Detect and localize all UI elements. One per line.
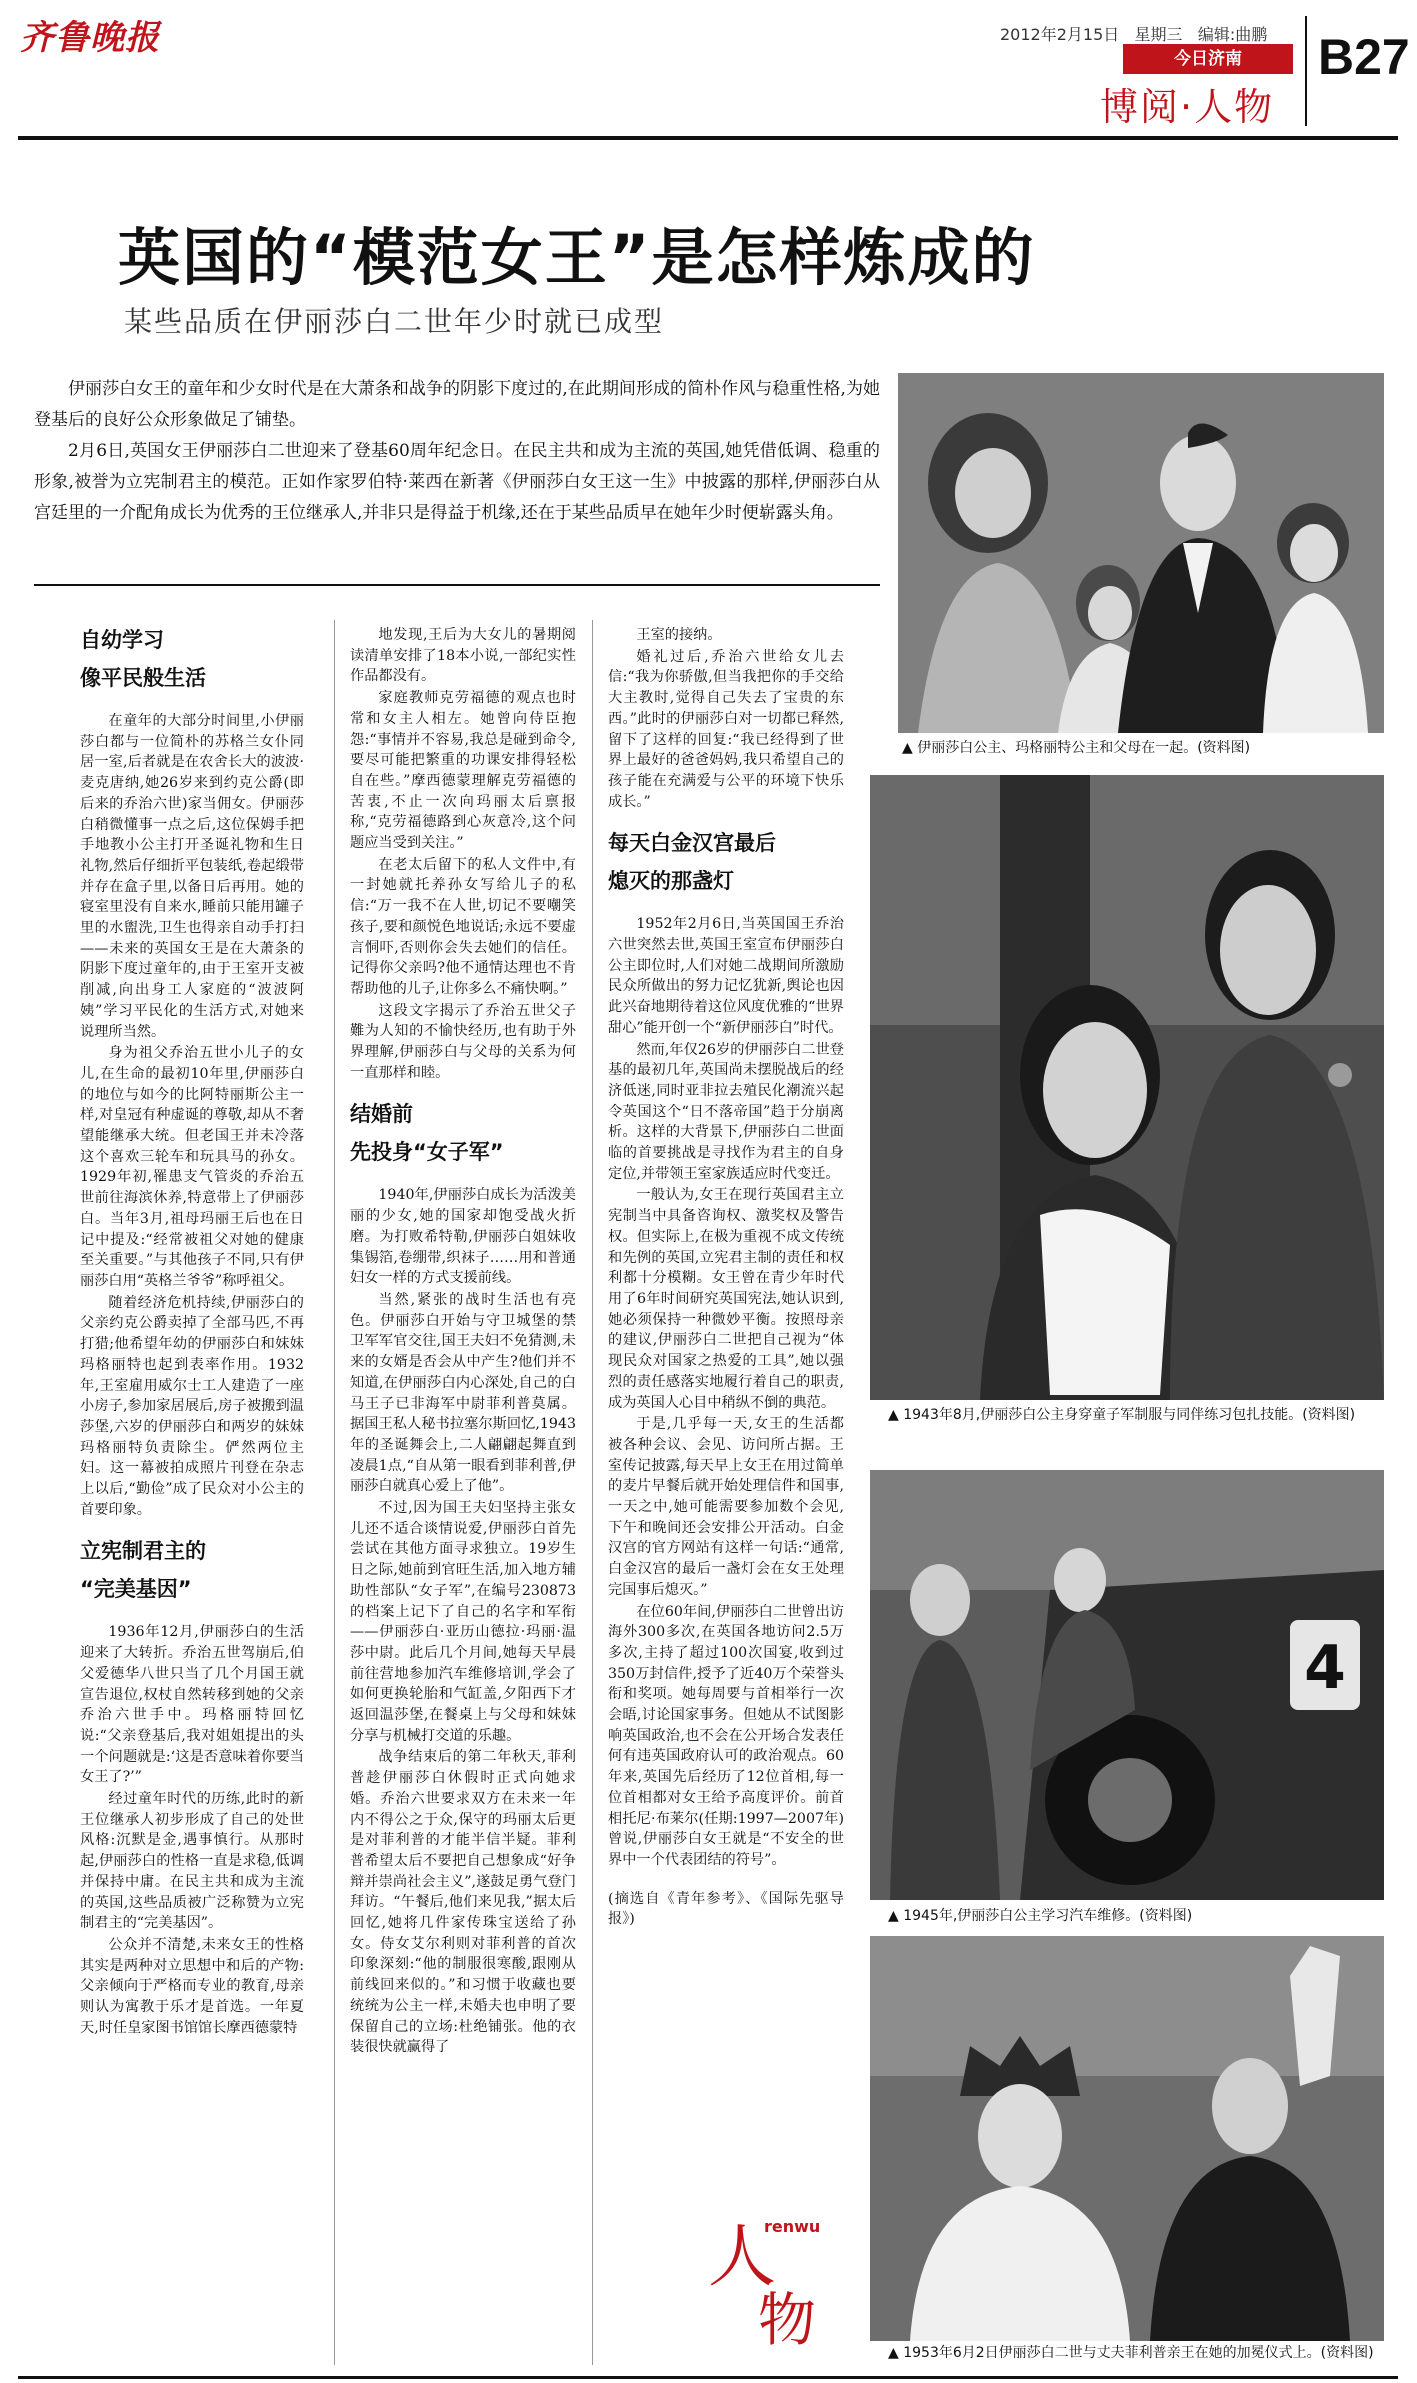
column-3 bbox=[608, 625, 844, 2205]
body-paragraph: 家庭教师克劳福德的观点也时常和女主人相左。她曾向侍臣抱怨:“事情并不容易,我总是碰到命令,要尽可能把繁重的功课安排得轻松自在些。”摩西德蒙理解克劳福德的苦衷,不止一次向玛丽太后禀报称,“克劳福德路到心灰意冷,这个问题应当受到关注。” bbox=[350, 690, 576, 852]
section-heading: 立宪制君主的 bbox=[80, 1539, 206, 1564]
renwu-stamp bbox=[700, 2210, 820, 2360]
body-paragraph: 在老太后留下的私人文件中,有一封她就托养孙女写给儿子的私信:“万一我不在人世,切记不要嘲笑孩子,要和颜悦色地说话;永远不要虚言恫吓,否则你会失去她们的信任。记得你父亲吗?他不通情达理也不肯帮助他的儿子,让你多么不痛快啊。” bbox=[350, 856, 576, 997]
section-heading: 自幼学习 bbox=[80, 628, 164, 652]
renwu-stamp-graphic bbox=[700, 2210, 820, 2360]
section-heading: 像平民般生活 bbox=[80, 666, 206, 690]
masthead bbox=[20, 10, 220, 70]
column-divider bbox=[334, 620, 335, 2365]
section-heading: 熄灭的那盏灯 bbox=[608, 869, 734, 894]
stamp-latin: renwu bbox=[764, 2217, 820, 2236]
photo-girl-guides bbox=[870, 775, 1384, 1400]
bottom-rule bbox=[18, 2376, 1398, 2379]
body-paragraph: 然而,年仅26岁的伊丽莎白二世登基的最初几年,英国尚未摆脱战后的经济低迷,同时亚非拉去殖民化潮流兴起令英国这个“日不落帝国”趋于分崩离析。这样的大背景下,伊丽莎白二世面临的首要挑战是寻找作为君主的自身定位,并带领王室家族适应时代变迁。 bbox=[608, 1041, 844, 1182]
column-divider bbox=[592, 620, 593, 2365]
column-1 bbox=[80, 625, 304, 2365]
section-title: 博阅·人物 bbox=[1100, 85, 1275, 129]
body-paragraph: 不过,因为国王夫妇坚持主张女儿还不适合谈情说爱,伊丽莎白首先尝试在其他方面寻求独立。19岁生日之际,她前到官旺生活,加入地方辅助性部队“女子军”,在编号230873的档案上记下了自己的名字和军衔——伊丽莎白·亚历山德拉·玛丽·温莎中尉。此后几个月间,她每天早晨前往营地参加汽车维修培训,学会了如何更换轮胎和气缸盖,夕阳西下才返回温莎堡,在餐桌上与父母和妹妹分享与机械打交道的乐趣。 bbox=[350, 1500, 576, 1744]
section-heading: 先投身“女子军” bbox=[350, 1140, 504, 1165]
body-paragraph: 1952年2月6日,当英国国王乔治六世突然去世,英国王室宣布伊丽莎白公主即位时,人们对她二战期间所激励民众所做出的努力记忆犹新,舆论也因此兴奋地期待着这位风度优雅的“世界甜心”能开创一个“新伊丽莎白”时代。 bbox=[608, 916, 844, 1036]
section-heading: 结婚前 bbox=[350, 1102, 413, 1127]
body-paragraph: 王室的接纳。 bbox=[636, 627, 722, 643]
top-rule bbox=[18, 136, 1398, 140]
stamp-glyph-bottom: 物 bbox=[758, 2286, 817, 2354]
photo-royal-family bbox=[898, 373, 1384, 733]
photo-coronation bbox=[870, 1936, 1384, 2341]
body-paragraph: 战争结束后的第二年秋天,菲利普趁伊丽莎白休假时正式向她求婚。乔治六世要求双方在未来一年内不得公之于众,保守的玛丽太后更是对菲利普的才能半信半疑。菲利普希望太后不要把自己想象成“好争辩并崇尚社会主义”,遂鼓足勇气登门拜访。“午餐后,他们来见我,”据太后回忆,她将几件家传珠宝送给了孙女。侍女艾尔利则对菲利普的首次印象深刻:“他的制服很寒酸,跟刚从前线回来似的。”和习惯于收藏也要统统为公主一样,未婚夫也申明了要保留自己的立场:杜绝铺张。他的衣装很快就赢得了 bbox=[350, 1749, 576, 2056]
body-paragraph: 经过童年时代的历练,此时的新王位继承人初步形成了自己的处世风格:沉默是金,遇事慎行。从那时起,伊丽莎白的性格一直是求稳,低调并保持中庸。在民主共和成为主流的英国,这些品质被广泛称赞为立宪制君主的“完美基因”。 bbox=[80, 1791, 304, 1932]
header-meta bbox=[1000, 22, 1267, 45]
body-paragraph: 1936年12月,伊丽莎白的生活迎来了大转折。乔治五世驾崩后,伯父爱德华八世只当了几个月国王就宣告退位,权杖自然转移到她的父亲乔治六世手中。玛格丽特回忆说:“父亲登基后,我对姐姐提出的头一个问题就是:‘这是否意味着你要当女王了?’” bbox=[80, 1624, 304, 1786]
body-paragraph: 当然,紧张的战时生活也有亮色。伊丽莎白开始与守卫城堡的禁卫军军官交往,国王夫妇不免猜测,未来的女婿是否会从中产生?他们并不知道,在伊丽莎白内心深处,自己的白马王子已非海军中尉菲利普莫属。据国王私人秘书拉塞尔斯回忆,1943年的圣诞舞会上,二人翩翩起舞直到凌晨1点,“自从第一眼看到菲利普,伊丽莎白就真心爱上了他”。 bbox=[350, 1291, 576, 1495]
photo-car-repair bbox=[870, 1470, 1384, 1900]
section-heading: 每天白金汉宫最后 bbox=[608, 831, 776, 856]
body-paragraph: 地发现,王后为大女儿的暑期阅读清单安排了18本小说,一部纪实性作品都没有。 bbox=[350, 627, 576, 685]
body-paragraph: 1940年,伊丽莎白成长为活泼美丽的少女,她的国家却饱受战火折磨。为打败希特勒,伊丽莎白姐妹收集锡箔,卷绷带,织袜子……用和普通妇女一样的方式支援前线。 bbox=[350, 1187, 576, 1287]
issue-editor: 编辑:曲鹏 bbox=[1197, 25, 1268, 44]
body-paragraph: 婚礼过后,乔治六世给女儿去信:“我为你骄傲,但当我把你的手交给大主教时,觉得自己失去了宝贵的东西。”此时的伊丽莎白对一切都已释然,留下了这样的回复:“我已经得到了世界上最好的爸爸妈妈,我只希望自己的孩子能在充满爱与公平的环境下快乐成长。” bbox=[608, 648, 844, 810]
lead-rule bbox=[34, 584, 880, 586]
headline: 英国的“模范女王”是怎样炼成的 bbox=[118, 221, 1036, 294]
issue-weekday: 星期三 bbox=[1134, 25, 1183, 44]
body-paragraph: 在位60年间,伊丽莎白二世曾出访海外300多次,在英国各地访问2.5万多次,主持了超过100次国宴,收到过350万封信件,授予了近40万个荣誉头衔和奖项。她每周要与首相举行一次会晤,讨论国家事务。但她从不试图影响英国政治,也不会在公开场合发表任何有违英国政府认可的政治观点。60年来,英国先后经历了12位首相,每一位首相都对女王给予高度评价。前首相托尼·布莱尔(任期:1997—2007年)曾说,伊丽莎白女王就是“不安全的世界中一个代表团结的符号”。 bbox=[608, 1603, 844, 1868]
header-divider bbox=[1305, 16, 1307, 126]
edition-badge: 今日济南 bbox=[1123, 44, 1293, 74]
section-heading: “完美基因” bbox=[80, 1577, 192, 1602]
plate-number: 4 bbox=[1304, 1633, 1346, 1703]
body-paragraph: 一般认为,女王在现行英国君主立宪制当中具备咨询权、激奖权及警告权。但实际上,在极为重视不成文传统和先例的英国,立宪君主制的责任和权利都十分模糊。女王曾在青少年时代用了6年时间研究英国宪法,她认识到,她必须保持一种微妙平衡。按照母亲的建议,伊丽莎白二世把自己视为“体现民众对国家之热爱的工具”,她以强烈的责任感落实地履行着自己的职责,成为英国人心目中稍纵不倒的典范。 bbox=[608, 1187, 844, 1411]
lead-paragraph: 伊丽莎白女王的童年和少女时代是在大萧条和战争的阴影下度过的,在此期间形成的简朴作风与稳重性格,为她登基后的良好公众形象做足了铺垫。 bbox=[34, 379, 880, 430]
stamp-glyph-top: 人 bbox=[708, 2218, 777, 2297]
page-number: B27 bbox=[1318, 29, 1410, 85]
issue-date: 2012年2月15日 bbox=[1000, 25, 1120, 44]
body-paragraph: 在童年的大部分时间里,小伊丽莎白都与一位简朴的苏格兰女仆同居一室,后者就是在农舍长大的波波·麦克唐纳,她26岁来到约克公爵(即后来的乔治六世)家当佣女。伊丽莎白稍微懂事一点之后,这位保姆手把手地教小公主打开圣诞礼物和生日礼物,然后仔细折平包装纸,卷起缎带并存在盒子里,以备日后再用。她的寝室里没有自来水,睡前只能用罐子里的水盥洗,卫生也得亲自动手打扫——未来的英国女王是在大萧条的阴影下度过童年的,由于王室开支被削减,向出身工人家庭的“波波阿姨”学习平民化的生活方式,对她来说理所当然。 bbox=[80, 713, 304, 1040]
newspaper-logo: 齐鲁晚报 bbox=[20, 18, 160, 58]
photo-caption: ▲ 1943年8月,伊丽莎白公主身穿童子军制服与同伴练习包扎技能。(资料图) bbox=[888, 1407, 1356, 1423]
photo-caption: ▲ 1945年,伊丽莎白公主学习汽车维修。(资料图) bbox=[888, 1908, 1193, 1924]
photo-caption: ▲ 1953年6月2日伊丽莎白二世与丈夫菲利普亲王在她的加冕仪式上。(资料图) bbox=[888, 2345, 1374, 2361]
source-note: (摘选自《青年参考》、《国际先驱导报》) bbox=[608, 1890, 844, 1928]
column-2 bbox=[350, 625, 576, 2365]
body-paragraph: 于是,几乎每一天,女王的生活都被各种会议、会见、访问所占据。王室传记披露,每天早上女王在用过简单的麦片早餐后就开始处理信件和国事,一天之中,她可能需要参加数个会见,下午和晚间还会安排公开活动。白金汉宫的官方网站有这样一句话:“通常,白金汉宫的最后一盏灯会在女王处理完国事后熄灭。” bbox=[608, 1416, 844, 1598]
body-paragraph: 身为祖父乔治五世小儿子的女儿,在生命的最初10年里,伊丽莎白的地位与如今的比阿特丽斯公主一样,对皇冠有种虚诞的尊敬,却从不奢望能继承大统。但老国王并未冷落这个喜欢三轮车和玩具马的孙女。1929年初,罹患支气管炎的乔治五世前往海滨休养,特意带上了伊丽莎白。当年3月,祖母玛丽王后也在日记中提及:“经常被祖父对她的健康至关重要。”与其他孩子不同,只有伊丽莎白用“英格兰爷爷”称呼祖父。 bbox=[80, 1045, 304, 1289]
lead-paragraphs bbox=[34, 374, 880, 529]
body-paragraph: 随着经济危机持续,伊丽莎白的父亲约克公爵卖掉了全部马匹,不再打猎;他希望年幼的伊丽莎白和妹妹玛格丽特也起到表率作用。1932年,王室雇用威尔士工人建造了一座小房子,参加家居展后,房子被搬到温莎堡,六岁的伊丽莎白和两岁的妹妹玛格丽特负责除尘。俨然两位主妇。这一幕被拍成照片刊登在杂志上以后,“勤俭”成了民众对小公主的首要印象。 bbox=[80, 1294, 304, 1518]
lead-paragraph: 2月6日,英国女王伊丽莎白二世迎来了登基60周年纪念日。在民主共和成为主流的英国,她凭借低调、稳重的形象,被誉为立宪制君主的模范。正如作家罗伯特·莱西在新著《伊丽莎白女王这一生》中披露的那样,伊丽莎白从宫廷里的一介配角成长为优秀的王位继承人,并非只是得益于机缘,还在于某些品质早在她年少时便崭露头角。 bbox=[34, 441, 880, 523]
body-paragraph: 这段文字揭示了乔治五世父子難为人知的不愉快经历,也有助于外界理解,伊丽莎白与父母的关系为何一直那样和睦。 bbox=[350, 1002, 576, 1081]
subheadline: 某些品质在伊丽莎白二世年少时就已成型 bbox=[124, 305, 665, 338]
body-paragraph: 公众并不清楚,未来女王的性格其实是两种对立思想中和后的产物:父亲倾向于严格而专业的教育,母亲则认为寓教于乐才是首选。一年夏天,时任皇家图书馆馆长摩西德蒙特 bbox=[80, 1936, 304, 2036]
photo-caption: ▲ 伊丽莎白公主、玛格丽特公主和父母在一起。(资料图) bbox=[902, 740, 1251, 756]
